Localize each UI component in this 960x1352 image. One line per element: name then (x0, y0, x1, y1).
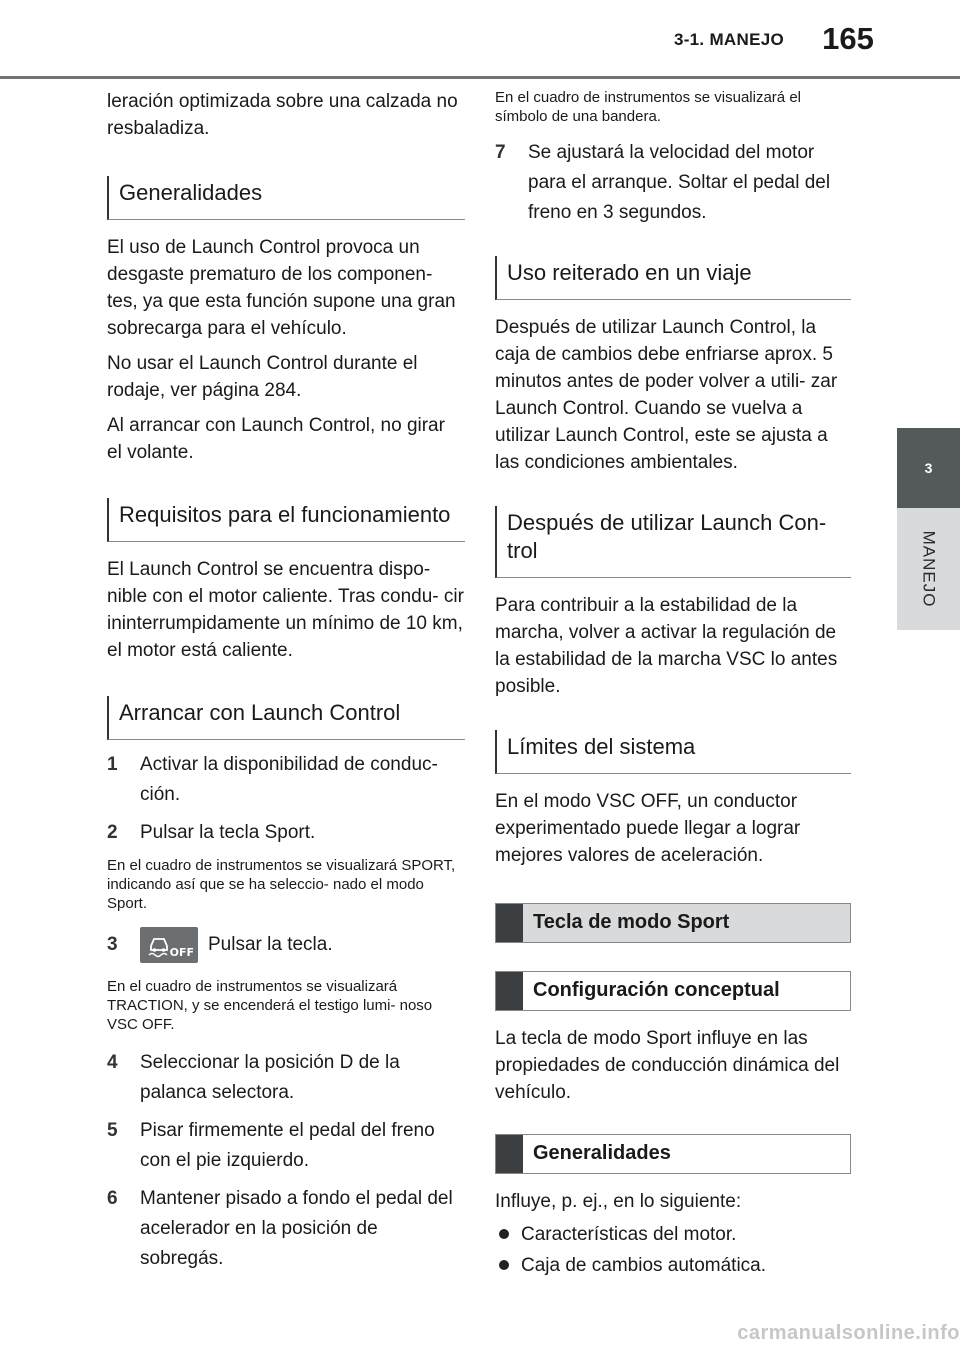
page-number: 165 (822, 21, 874, 56)
heading-arrancar: Arrancar con Launch Control (107, 696, 465, 740)
step-number: 5 (107, 1120, 118, 1141)
paragraph: Para contribuir a la estabilidad de la marcha, volver a activar la regulación de la estabilidad de la marcha VSC lo antes posible. (495, 595, 838, 697)
paragraph: Después de utilizar Launch Control, la caja de cambios debe enfriarse aprox. 5 minutos antes de poder volver a utili- zar Launch Control. Cuando se vuelva a utilizar Launch Control, este se ajusta a las condiciones ambientales. (495, 317, 838, 473)
chapter-number: 3 (924, 460, 933, 476)
heading-uso-reiterado: Uso reiterado en un viaje (495, 256, 851, 300)
left-column (107, 88, 465, 1282)
step-text-wrap (140, 927, 465, 963)
list-item (495, 1221, 851, 1248)
heading-marker (496, 972, 523, 1010)
step-number: 6 (107, 1188, 118, 1209)
step-number: 2 (107, 822, 118, 843)
step-number: 1 (107, 754, 118, 775)
header-divider (0, 76, 960, 79)
bullet-icon (499, 1229, 509, 1239)
heading-configuracion (495, 971, 851, 1011)
heading-despues: Después de utilizar Launch Con- trol (495, 506, 851, 578)
step-text: Mantener pisado a fondo el pedal del acelerador en la posición de sobregás. (140, 1188, 453, 1269)
paragraph: Influye, p. ej., en lo siguiente: (495, 1191, 742, 1212)
step-item (107, 818, 465, 848)
heading-requisitos: Requisitos para el funcionamiento (107, 498, 465, 542)
note-text: En el cuadro de instrumentos se visualizará el símbolo de una bandera. (495, 89, 801, 125)
step-item (107, 927, 465, 963)
heading-marker (496, 904, 523, 942)
note-text: En el cuadro de instrumentos se visualizará TRACTION, y se encenderá el testigo lumi- noso VSC OFF. (107, 978, 433, 1033)
heading-marker (496, 1135, 523, 1173)
chapter-label: MANEJO (919, 530, 939, 608)
watermark: carmanualsonline.info (737, 1322, 960, 1344)
step-text: Pulsar la tecla. (208, 934, 333, 956)
list-item-text: Características del motor. (521, 1224, 737, 1245)
heading-limites: Límites del sistema (495, 730, 851, 774)
heading-text: Tecla de modo Sport (533, 911, 730, 933)
step-text: Seleccionar la posición D de la palanca selectora. (140, 1052, 400, 1103)
heading-text: Generalidades (533, 1142, 671, 1164)
step-item (107, 1184, 465, 1274)
note-text: En el cuadro de instrumentos se visualizará SPORT, indicando así que se ha seleccio- nado el modo Sport. (107, 857, 456, 912)
heading-tecla-sport (495, 903, 851, 943)
step-number: 3 (107, 934, 118, 955)
vsc-off-button-icon (140, 927, 198, 963)
step-item (107, 750, 465, 810)
paragraph: La tecla de modo Sport influye en las propiedades de conducción dinámica del vehículo. (495, 1028, 840, 1103)
step-item (495, 138, 851, 228)
paragraph: El uso de Launch Control provoca un desgaste prematuro de los componen- tes, ya que esta función supone una gran sobrecarga para el vehículo. (107, 237, 456, 339)
chapter-tab[interactable] (897, 428, 960, 508)
bullet-icon (499, 1260, 509, 1270)
right-column (495, 88, 851, 1283)
step-item (107, 1116, 465, 1176)
heading-generalidades: Generalidades (107, 176, 465, 220)
heading-generalidades-2 (495, 1134, 851, 1174)
paragraph: En el modo VSC OFF, un conductor experimentado puede llegar a lograr mejores valores de aceleración. (495, 791, 801, 866)
step-number: 7 (495, 142, 506, 163)
step-text: Se ajustará la velocidad del motor para el arranque. Soltar el pedal del freno en 3 segundos. (528, 142, 831, 223)
paragraph: No usar el Launch Control durante el rodaje, ver página 284. (107, 353, 418, 401)
paragraph: El Launch Control se encuentra dispo- nible con el motor caliente. Tras condu- cir ininterrumpidamente un mínimo de 10 km, el motor está caliente. (107, 559, 464, 661)
section-title: 3-1. MANEJO (673, 30, 784, 49)
intro-text: leración optimizada sobre una calzada no resbaladiza. (107, 91, 458, 139)
step-text: Activar la disponibilidad de conduc- ción. (140, 754, 438, 805)
step-text: Pulsar la tecla Sport. (140, 822, 316, 843)
step-number: 4 (107, 1052, 118, 1073)
heading-text: Configuración conceptual (533, 979, 780, 1001)
step-item (107, 1048, 465, 1108)
icon-off-label: OFF (169, 946, 194, 959)
chapter-label-wrap (897, 508, 960, 630)
list-item (495, 1252, 851, 1279)
list-item-text: Caja de cambios automática. (521, 1255, 767, 1276)
paragraph: Al arrancar con Launch Control, no girar el volante. (107, 415, 445, 463)
step-text: Pisar firmemente el pedal del freno con el pie izquierdo. (140, 1120, 435, 1171)
